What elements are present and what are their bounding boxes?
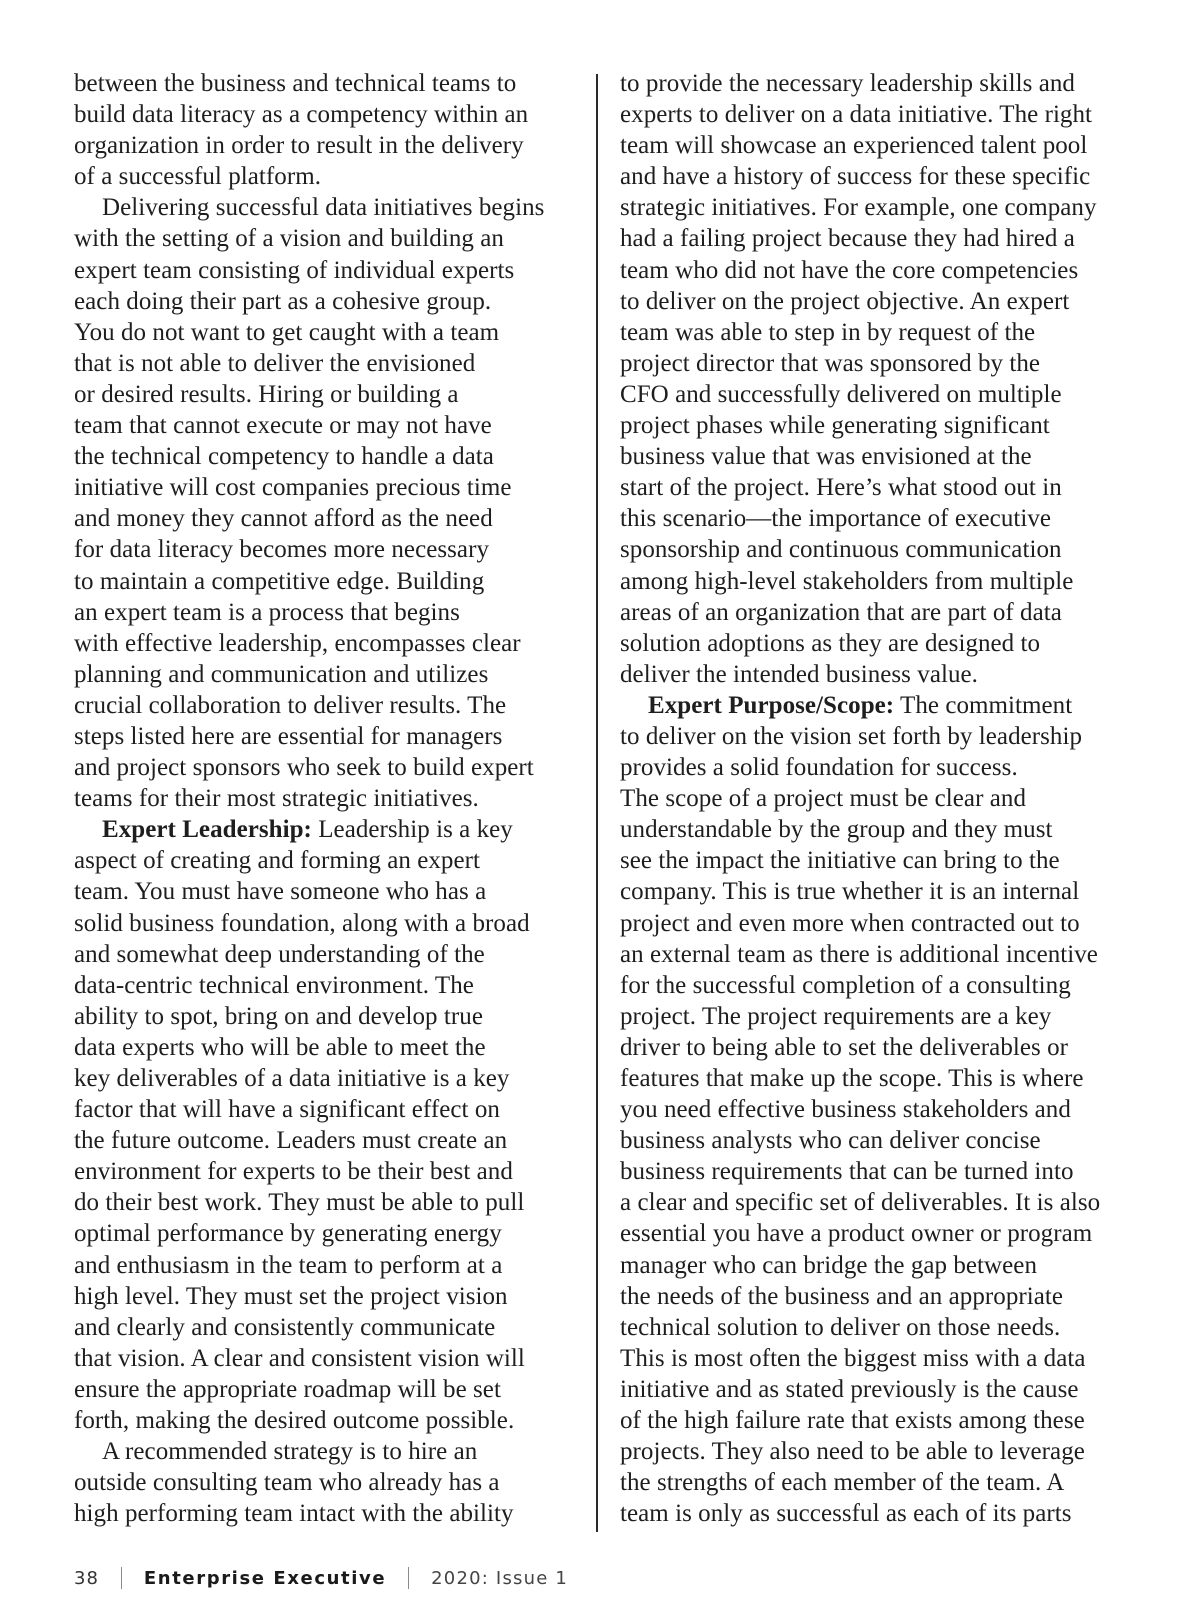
text-line [620,255,1130,286]
line-text: deliver the intended business value. [620,660,978,688]
line-text: project and even more when contracted out to [620,909,1080,937]
line-text: and money they cannot afford as the need [74,505,493,533]
text-line [620,970,1130,1001]
text-line [74,1405,569,1436]
line-text: ensure the appropriate roadmap will be set [74,1375,501,1403]
publication-name: Enterprise Executive [143,1567,387,1589]
line-text: the strengths of each member of the team. A [620,1469,1065,1497]
line-text: environment for experts to be their best and [74,1158,513,1186]
text-line [620,1218,1130,1249]
line-text: experts to deliver on a data initiative. The right [620,101,1093,129]
line-text: key deliverables of a data initiative is a key [74,1065,510,1092]
text-line [74,255,569,286]
text-line [620,659,1130,690]
text-line [620,534,1130,565]
text-line [620,1032,1130,1063]
line-text: teams for their most strategic initiatives. [74,785,479,813]
line-text: project phases while generating significant [620,412,1050,440]
section-heading: Expert Leadership: [102,816,312,844]
line-text: that vision. A clear and consistent vision will [74,1344,525,1372]
text-line [74,1498,569,1529]
footer-separator [121,1567,122,1589]
text-line [74,1063,569,1094]
text-line [620,1001,1130,1032]
line-text: initiative and as stated previously is the cause [620,1375,1079,1403]
text-line [620,566,1130,597]
line-text: high performing team intact with the ability [74,1500,514,1528]
line-text: This is most often the biggest miss with a data [620,1344,1086,1372]
text-line [74,939,569,970]
line-text: factor that will have a significant effect on [74,1096,500,1124]
text-line [74,1374,569,1405]
text-line [74,908,569,939]
line-text: essential you have a product owner or program [620,1220,1093,1248]
left-text-column [74,68,569,1529]
line-text: to provide the necessary leadership skills and [620,70,1075,97]
section-heading: Expert Purpose/Scope: [648,691,895,719]
text-line [74,161,569,192]
text-line [620,1498,1130,1529]
text-line [74,1343,569,1374]
text-line [620,1063,1130,1094]
page-footer [74,1563,568,1593]
footer-separator [408,1567,409,1589]
text-line [74,814,569,845]
line-text: aspect of creating and forming an expert [74,847,480,875]
text-line [74,1281,569,1312]
text-line [74,566,569,597]
line-text: team was able to step in by request of the [620,318,1036,346]
text-line [620,1250,1130,1281]
line-text: of a successful platform. [74,163,322,191]
text-line [620,721,1130,752]
line-text: the technical competency to handle a data [74,443,494,471]
text-line [74,1156,569,1187]
line-text: among high-level stakeholders from multiple [620,567,1074,595]
text-line [74,1001,569,1032]
line-text: team is only as successful as each of its parts [620,1500,1072,1528]
text-line [620,410,1130,441]
text-line [74,690,569,721]
line-text: CFO and successfully delivered on multiple [620,380,1062,408]
line-text: each doing their part as a cohesive group. [74,287,492,315]
line-text: organization in order to result in the delivery [74,132,524,160]
text-line [620,845,1130,876]
line-text: data experts who will be able to meet the [74,1033,486,1061]
line-text: of the high failure rate that exists among these [620,1407,1085,1435]
line-text: business requirements that can be turned into [620,1158,1074,1186]
text-line [620,1125,1130,1156]
text-line [74,472,569,503]
text-line [74,659,569,690]
text-line [74,317,569,348]
line-text: technical solution to deliver on those needs. [620,1313,1061,1341]
line-text: The commitment [894,691,1073,719]
text-line [620,348,1130,379]
text-line [620,379,1130,410]
line-text: and somewhat deep understanding of the [74,940,485,968]
text-line [620,130,1130,161]
text-line [74,503,569,534]
text-line [74,1467,569,1498]
text-line [74,99,569,130]
line-text: had a failing project because they had hired a [620,225,1075,253]
text-line [74,286,569,317]
text-line [74,721,569,752]
text-line [74,379,569,410]
text-line [620,1312,1130,1343]
text-line [620,286,1130,317]
line-text: Leadership is a key [311,816,513,844]
text-line [74,1312,569,1343]
text-line [74,1032,569,1063]
text-line [620,192,1130,223]
line-text: you need effective business stakeholders and [620,1096,1071,1124]
text-line [620,99,1130,130]
line-text: initiative will cost companies precious time [74,474,512,502]
line-text: Delivering successful data initiatives begins [102,194,545,222]
line-text: and clearly and consistently communicate [74,1313,496,1341]
line-text: projects. They also need to be able to leverage [620,1438,1085,1466]
line-text: to deliver on the vision set forth by leadership [620,722,1083,750]
text-line [74,534,569,565]
line-text: with the setting of a vision and building an [74,225,504,253]
text-line [620,597,1130,628]
text-line [74,68,569,99]
line-text: sponsorship and continuous communication [620,536,1062,564]
line-text: A recommended strategy is to hire an [102,1438,478,1466]
text-line [620,223,1130,254]
line-text: to deliver on the project objective. An expert [620,287,1070,315]
line-text: data-centric technical environment. The [74,971,474,999]
line-text: planning and communication and utilizes [74,660,489,688]
line-text: provides a solid foundation for success. [620,754,1018,782]
text-line [620,1343,1130,1374]
text-line [74,876,569,907]
text-line [620,752,1130,783]
line-text: do their best work. They must be able to pull [74,1189,525,1217]
text-line [620,441,1130,472]
line-text: forth, making the desired outcome possible. [74,1407,515,1435]
text-line [620,472,1130,503]
text-line [74,1436,569,1467]
text-line [620,908,1130,939]
line-text: solution adoptions as they are designed to [620,629,1041,657]
line-text: high level. They must set the project vision [74,1282,508,1310]
text-line [620,1436,1130,1467]
text-line [74,597,569,628]
text-line [620,1094,1130,1125]
text-line [74,1187,569,1218]
line-text: The scope of a project must be clear and [620,785,1026,813]
text-line [74,1094,569,1125]
text-line [620,161,1130,192]
line-text: team that cannot execute or may not have [74,412,492,440]
line-text: project director that was sponsored by the [620,349,1041,377]
line-text: and have a history of success for these specific [620,163,1091,191]
line-text: between the business and technical teams to [74,70,517,97]
line-text: and project sponsors who seek to build expert [74,754,534,782]
text-line [74,970,569,1001]
text-line [74,410,569,441]
text-line [620,1156,1130,1187]
line-text: company. This is true whether it is an internal [620,878,1080,906]
text-line [74,1125,569,1156]
line-text: team who did not have the core competencies [620,256,1079,284]
text-line [74,752,569,783]
text-line [620,1405,1130,1436]
line-text: business value that was envisioned at the [620,443,1032,471]
line-text: and enthusiasm in the team to perform at a [74,1251,503,1279]
line-text: to maintain a competitive edge. Building [74,567,485,595]
text-line [620,503,1130,534]
line-text: driver to being able to set the deliverables or [620,1033,1069,1061]
page-number: 38 [74,1567,99,1589]
line-text: understandable by the group and they must [620,816,1053,844]
text-line [620,814,1130,845]
line-text: the future outcome. Leaders must create an [74,1127,508,1155]
text-line [620,1374,1130,1405]
text-line [74,348,569,379]
line-text: areas of an organization that are part of data [620,598,1062,626]
text-line [74,223,569,254]
text-line [620,68,1130,99]
line-text: for data literacy becomes more necessary [74,536,489,564]
text-line [620,1187,1130,1218]
line-text: optimal performance by generating energy [74,1220,502,1248]
line-text: solid business foundation, along with a broad [74,909,530,937]
line-text: for the successful completion of a consulting [620,971,1071,999]
line-text: ability to spot, bring on and develop true [74,1002,483,1030]
line-text: start of the project. Here’s what stood out in [620,474,1062,502]
line-text: see the impact the initiative can bring to the [620,847,1060,875]
text-line [74,130,569,161]
column-divider [596,74,598,1532]
text-line [74,1218,569,1249]
line-text: expert team consisting of individual experts [74,256,515,284]
line-text: outside consulting team who already has a [74,1469,500,1497]
issue-label: 2020: Issue 1 [431,1567,569,1589]
line-text: or desired results. Hiring or building a [74,380,459,408]
text-line [620,939,1130,970]
text-line [620,628,1130,659]
line-text: this scenario—the importance of executive [620,505,1052,533]
text-line [620,783,1130,814]
line-text: features that make up the scope. This is where [620,1065,1084,1092]
line-text: business analysts who can deliver concise [620,1127,1041,1155]
line-text: You do not want to get caught with a team [74,318,500,346]
right-text-column [620,68,1130,1529]
text-line [620,1467,1130,1498]
line-text: an expert team is a process that begins [74,598,460,626]
text-line [74,441,569,472]
line-text: team will showcase an experienced talent pool [620,132,1088,160]
text-line [74,628,569,659]
line-text: project. The project requirements are a key [620,1002,1052,1030]
line-text: that is not able to deliver the envisioned [74,349,476,377]
line-text: a clear and specific set of deliverables. It is also [620,1189,1101,1217]
text-line [74,845,569,876]
line-text: with effective leadership, encompasses clear [74,629,521,657]
text-line [74,1250,569,1281]
text-line [620,1281,1130,1312]
line-text: team. You must have someone who has a [74,878,487,906]
text-line [74,192,569,223]
text-line [620,317,1130,348]
text-line [620,690,1130,721]
line-text: the needs of the business and an appropriate [620,1282,1064,1310]
line-text: manager who can bridge the gap between [620,1251,1037,1279]
line-text: an external team as there is additional incentive [620,940,1098,968]
text-line [74,783,569,814]
text-line [620,876,1130,907]
line-text: strategic initiatives. For example, one company [620,194,1097,222]
line-text: steps listed here are essential for managers [74,722,503,750]
line-text: build data literacy as a competency within an [74,101,529,129]
line-text: crucial collaboration to deliver results. The [74,691,507,719]
